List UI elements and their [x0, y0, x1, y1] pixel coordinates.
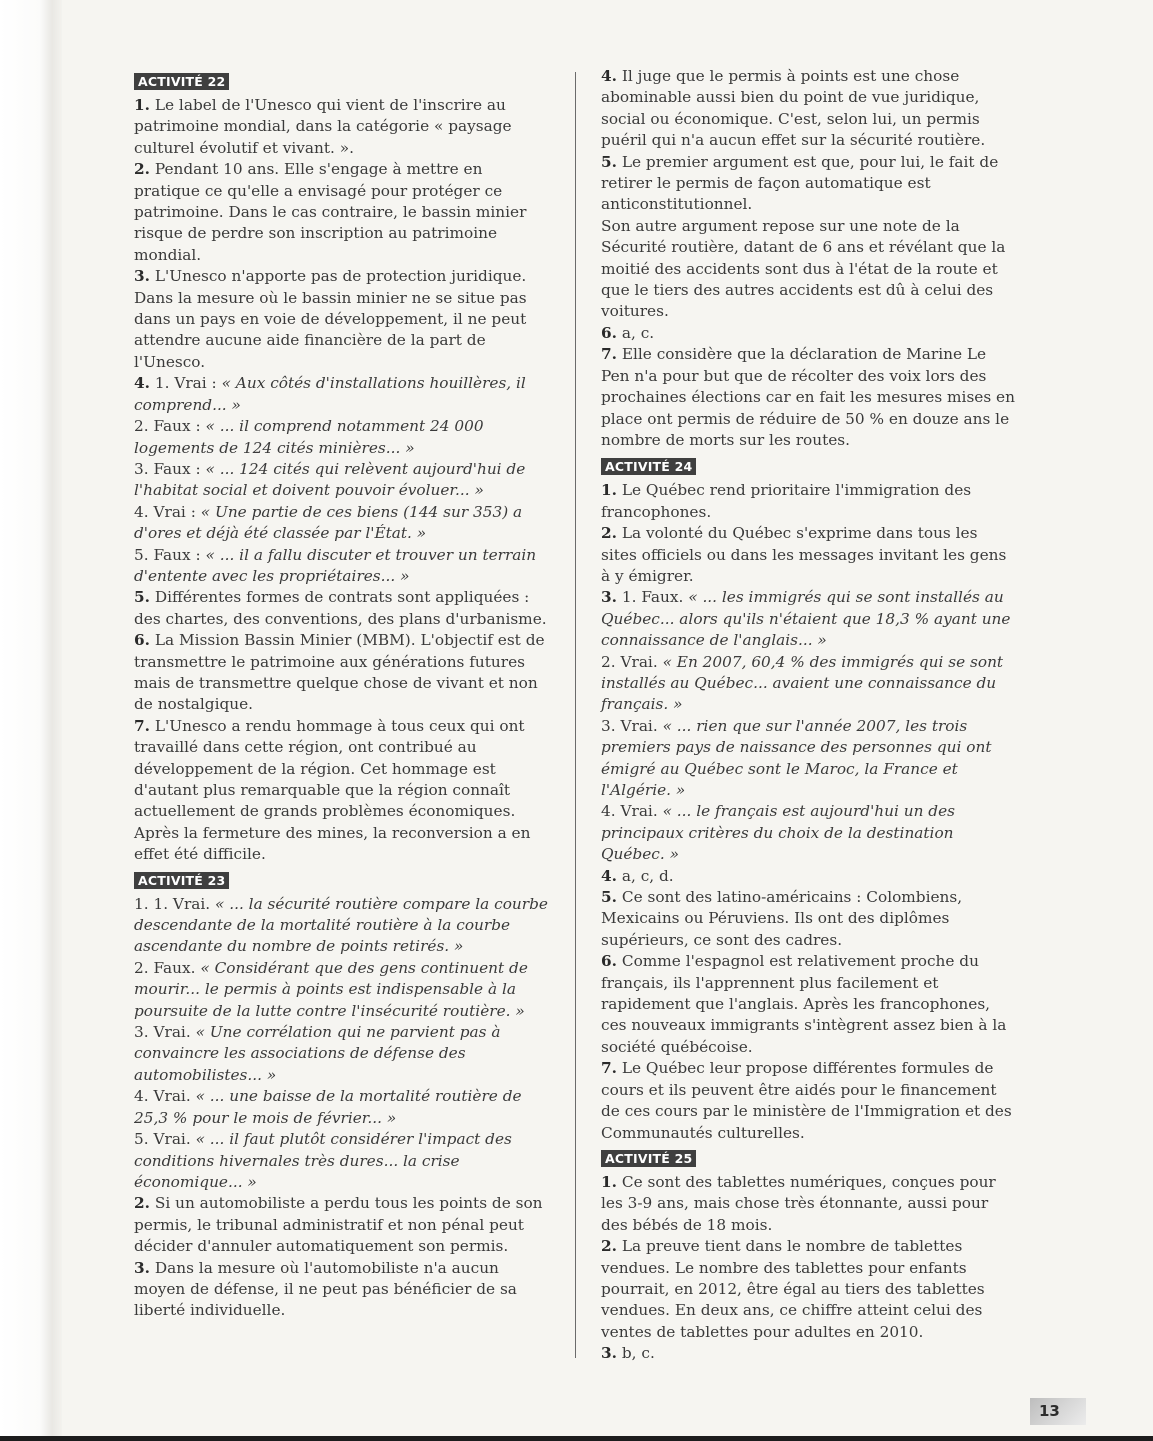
left-column	[134, 66, 552, 1322]
answer-paragraph	[134, 502, 552, 545]
answer-paragraph	[134, 1129, 552, 1193]
answer-text: Il juge que le permis à points est une chose abominable aussi bien du point de vue juridique, social ou économique. C'est, selon lui, un permis puéril qui n'a aucun effet sur la sécurité routière.	[601, 67, 986, 150]
answer-number: 6.	[134, 631, 150, 650]
answer-quote: « ... les immigrés qui se sont installés au Québec... alors qu'ils n'étaient que 18,3 % ayant une connaissance de l'anglais... »	[601, 588, 1011, 650]
activity-heading: ACTIVITÉ 24	[601, 458, 696, 475]
answer-number: 6.	[601, 323, 617, 342]
answer-quote: « ... le français est aujourd'hui un des principaux critères du choix de la destination Québec. »	[601, 802, 955, 864]
column-divider	[575, 72, 576, 1358]
answer-quote: « ... il a fallu discuter et trouver un terrain d'entente avec les propriétaires... »	[134, 545, 537, 585]
activity-heading: ACTIVITÉ 23	[134, 872, 229, 889]
answer-paragraph	[134, 545, 552, 588]
answer-number: 7.	[134, 716, 150, 735]
answer-paragraph	[134, 1086, 552, 1129]
answer-paragraph	[601, 1236, 1017, 1343]
answer-paragraph	[601, 523, 1017, 587]
answer-text: Pendant 10 ans. Elle s'engage à mettre en pratique ce qu'elle a envisagé pour protéger ce patrimoine. Dans le cas contraire, le bassin minier risque de perdre son inscription au patrimoine mondial.	[134, 160, 527, 264]
answer-text: 2. Faux :	[134, 417, 206, 436]
answer-paragraph	[601, 1172, 1017, 1236]
answer-number: 7.	[601, 1059, 617, 1078]
activity-heading: ACTIVITÉ 25	[601, 1150, 696, 1167]
answer-paragraph	[601, 887, 1017, 951]
answer-number: 2.	[601, 1237, 617, 1256]
answer-number: 1.	[601, 1172, 617, 1191]
answer-paragraph	[601, 716, 1017, 802]
answer-number: 2.	[601, 524, 617, 543]
answer-text: 4. Vrai.	[134, 1087, 196, 1106]
answer-text: Comme l'espagnol est relativement proche du français, ils l'apprennent plus facilement et rapidement que l'anglais. Après les francophones, ces nouveaux immigrants s'intègrent assez bien à la société québécoise.	[601, 952, 1007, 1056]
answer-paragraph	[134, 416, 552, 459]
answer-text: La volonté du Québec s'exprime dans tous les sites officiels ou dans les messages invitant les gens à y émigrer.	[601, 524, 1007, 585]
answer-paragraph	[134, 266, 552, 373]
answer-number: 1.	[601, 481, 617, 500]
answer-paragraph	[134, 1022, 552, 1086]
answer-text: Si un automobiliste a perdu tous les points de son permis, le tribunal administratif et non pénal peut décider d'annuler automatiquement son permis.	[134, 1194, 543, 1256]
answer-paragraph	[601, 344, 1017, 451]
answer-paragraph	[601, 866, 1017, 887]
answer-paragraph	[601, 652, 1017, 716]
answer-paragraph	[134, 894, 552, 958]
answer-quote: « Aux côtés d'installations houillères, il comprend... »	[134, 374, 526, 414]
answer-paragraph	[601, 951, 1017, 1058]
answer-text: b, c.	[621, 1344, 655, 1363]
answer-number: 3.	[601, 1344, 617, 1363]
answer-number: 4.	[601, 67, 617, 85]
answer-paragraph	[601, 152, 1017, 216]
answer-number: 5.	[134, 588, 150, 607]
answer-quote: « ... la sécurité routière compare la courbe descendante de la mortalité routière à la courbe ascendante du nombre de points retirés. »	[134, 894, 548, 956]
answer-number: 2.	[134, 160, 150, 179]
answer-text: 1. 1. Vrai.	[134, 894, 216, 913]
answer-text: 3. Vrai.	[134, 1023, 196, 1042]
answer-number: 5.	[601, 888, 617, 907]
answer-text: 2. Faux.	[134, 958, 201, 977]
right-column	[601, 66, 1017, 1365]
answer-text: Différentes formes de contrats sont appliquées : des chartes, des conventions, des plans d'urbanisme.	[134, 588, 547, 628]
answer-text: 1. Vrai :	[154, 374, 222, 393]
answer-paragraph	[134, 373, 552, 416]
answer-quote: « ... il comprend notamment 24 000 logements de 124 cités minières... »	[134, 417, 484, 457]
answer-paragraph	[134, 1193, 552, 1257]
answer-number: 3.	[134, 267, 150, 286]
answer-paragraph	[601, 66, 1017, 152]
answer-paragraph	[134, 95, 552, 159]
activity-heading: ACTIVITÉ 22	[134, 73, 229, 90]
answer-text: 4. Vrai.	[601, 802, 663, 821]
answer-paragraph	[601, 216, 1017, 323]
answer-quote: « Considérant que des gens continuent de mourir... le permis à points est indispensable à la poursuite de la lutte contre l'insécurité routière. »	[134, 958, 528, 1020]
answer-number: 7.	[601, 345, 617, 364]
answer-text: Le label de l'Unesco qui vient de l'inscrire au patrimoine mondial, dans la catégorie « paysage culturel évolutif et vivant. ».	[134, 96, 512, 157]
answer-paragraph	[134, 159, 552, 266]
answer-quote: « Une partie de ces biens (144 sur 353) a d'ores et déjà été classée par l'État. »	[134, 502, 523, 543]
answer-text: 3. Faux :	[134, 459, 206, 478]
answer-text: L'Unesco n'apporte pas de protection juridique. Dans la mesure où le bassin minier ne se situe pas dans un pays en voie de développement, il ne peut attendre aucune aide financière de la part de l'Unesco.	[134, 267, 527, 371]
answer-text: 4. Vrai :	[134, 502, 201, 521]
answer-text: 3. Vrai.	[601, 716, 663, 735]
answer-paragraph	[134, 630, 552, 716]
answer-paragraph	[134, 1258, 552, 1322]
answer-text: L'Unesco a rendu hommage à tous ceux qui ont travaillé dans cette région, ont contribué au développement de la région. Cet hommage est d'autant plus remarquable que la région connaît actuellement de grands problèmes économiques. Après la fermeture des mines, la reconversion a en effet été difficile.	[134, 716, 531, 864]
answer-paragraph	[601, 801, 1017, 865]
answer-text: 2. Vrai.	[601, 652, 663, 671]
answer-paragraph	[134, 459, 552, 502]
page-gutter-shadow	[0, 0, 62, 1441]
answer-text: Ce sont des latino-américains : Colombiens, Mexicains ou Péruviens. Ils ont des diplômes supérieurs, ce sont des cadres.	[601, 888, 963, 949]
answer-text: 5. Faux :	[134, 545, 206, 564]
answer-quote: « ... il faut plutôt considérer l'impact des conditions hivernales très dures... la crise économique... »	[134, 1130, 512, 1191]
answer-text: Elle considère que la déclaration de Marine Le Pen n'a pour but que de récolter des voix lors des prochaines élections car en fait les mesures mises en place ont permis de réduire de 50 % en douze ans le nombre de morts sur les routes.	[601, 345, 1015, 449]
bottom-rule	[0, 1436, 1153, 1441]
answer-paragraph	[601, 480, 1017, 523]
answer-paragraph	[601, 587, 1017, 651]
answer-text: La preuve tient dans le nombre de tablettes vendues. Le nombre des tablettes pour enfants pourrait, en 2012, être égal au tiers des tablettes vendues. En deux ans, ce chiffre atteint celui des ventes de tablettes pour adultes en 2010.	[601, 1237, 985, 1341]
answer-paragraph	[134, 958, 552, 1022]
answer-text: a, c, d.	[621, 866, 674, 885]
answer-number: 2.	[134, 1194, 150, 1213]
answer-quote: « Une corrélation qui ne parvient pas à convaincre les associations de défense des automobilistes... »	[134, 1023, 501, 1084]
answer-text: Le premier argument est que, pour lui, le fait de retirer le permis de façon automatique est anticonstitutionnel.	[601, 152, 999, 214]
answer-quote: « ... 124 cités qui relèvent aujourd'hui de l'habitat social et doivent pouvoir évoluer... »	[134, 459, 526, 500]
answer-number: 1.	[134, 96, 150, 114]
answer-quote: « ... une baisse de la mortalité routière de 25,3 % pour le mois de février... »	[134, 1087, 522, 1127]
answer-paragraph	[134, 716, 552, 866]
answer-number: 4.	[134, 374, 150, 393]
answer-text: La Mission Bassin Minier (MBM). L'objectif est de transmettre le patrimoine aux générations futures mais de transmettre quelque chose de vivant et non de nostalgique.	[134, 631, 545, 714]
answer-text: a, c.	[621, 323, 655, 342]
answer-text: 5. Vrai.	[134, 1130, 196, 1149]
answer-number: 3.	[601, 588, 617, 607]
answer-text: Le Québec rend prioritaire l'immigration des francophones.	[601, 481, 972, 521]
answer-number: 6.	[601, 952, 617, 971]
answer-quote: « En 2007, 60,4 % des immigrés qui se sont installés au Québec... avaient une connaissance du français. »	[601, 652, 1004, 714]
answer-text: 1. Faux.	[621, 588, 689, 607]
answer-number: 4.	[601, 866, 617, 885]
answer-quote: « ... rien que sur l'année 2007, les trois premiers pays de naissance des personnes qui ont émigré au Québec sont le Maroc, la France et l'Algérie. »	[601, 716, 992, 799]
answer-paragraph	[134, 587, 552, 630]
answer-number: 3.	[134, 1258, 150, 1277]
answer-text: Ce sont des tablettes numériques, conçues pour les 3-9 ans, mais chose très étonnante, aussi pour des bébés de 18 mois.	[601, 1172, 996, 1234]
answer-text: Son autre argument repose sur une note de la Sécurité routière, datant de 6 ans et révélant que la moitié des accidents sont dus à l'état de la route et que le tiers des autres accidents est dû à celui des voitures.	[601, 216, 1006, 321]
answer-paragraph	[601, 323, 1017, 344]
answer-paragraph	[601, 1343, 1017, 1364]
page-number: 13	[1030, 1398, 1086, 1425]
answer-paragraph	[601, 1058, 1017, 1144]
answer-text: Le Québec leur propose différentes formules de cours et ils peuvent être aidés pour le financement de ces cours par le ministère de l'Immigration et des Communautés culturelles.	[601, 1059, 1012, 1142]
answer-text: Dans la mesure où l'automobiliste n'a aucun moyen de défense, il ne peut pas bénéficier de sa liberté individuelle.	[134, 1258, 517, 1320]
answer-number: 5.	[601, 152, 617, 171]
